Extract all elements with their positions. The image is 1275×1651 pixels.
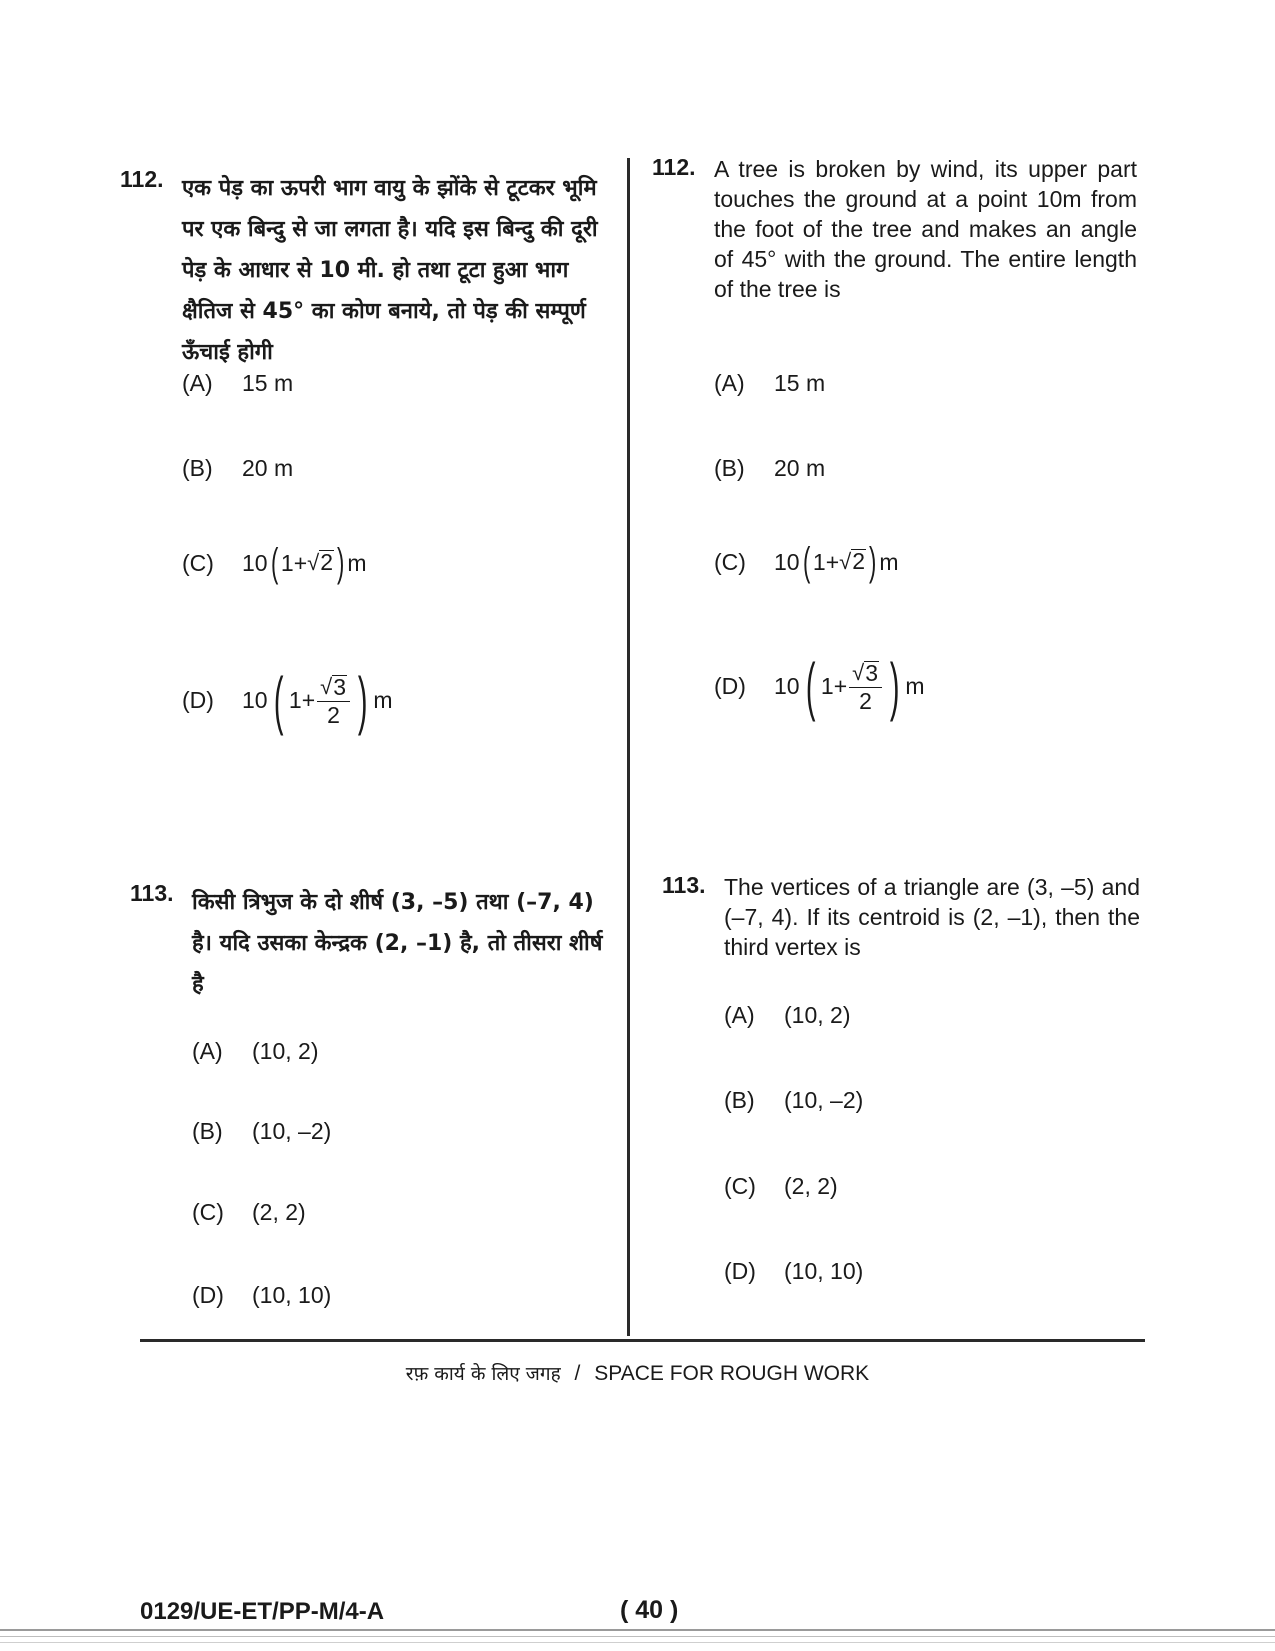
bottom-rule: [0, 1642, 1275, 1643]
option-c: [192, 1199, 306, 1226]
option-label: (D): [182, 686, 214, 713]
coefficient: 10: [774, 548, 800, 575]
inner-term: 1+: [812, 548, 840, 575]
option-label: (B): [724, 1087, 755, 1113]
question-113-english: [662, 872, 1140, 1284]
paren-close: ): [337, 541, 345, 585]
question-text: The vertices of a triangle are (3, –5) and (–7, 4). If its centroid is (2, –1), then the third vertex is: [724, 874, 1140, 960]
math-expression: [242, 543, 367, 583]
unit: m: [347, 549, 367, 576]
option-b: [182, 455, 293, 482]
question-number: 112.: [120, 166, 164, 192]
question-112-hindi: [120, 166, 600, 736]
fraction: [317, 675, 350, 726]
inner-term: 1+: [280, 549, 308, 576]
option-label: (B): [182, 455, 213, 481]
question-113-hindi: [130, 880, 610, 1308]
paper-code: 0129/UE-ET/PP-M/4-A: [140, 1598, 385, 1625]
option-a: [192, 1038, 318, 1065]
unit: m: [373, 686, 393, 713]
option-a: [724, 1002, 850, 1029]
option-label: (C): [182, 549, 214, 576]
radicand: 2: [320, 549, 334, 575]
rough-work-separator: /: [574, 1362, 581, 1385]
option-text: 20 m: [774, 455, 826, 481]
sqrt-symbol: √ 2: [307, 549, 334, 575]
denominator: 2: [859, 687, 872, 714]
paren-close: ): [889, 650, 900, 722]
option-label: (D): [724, 1258, 756, 1284]
paren-open: (: [805, 650, 816, 722]
option-label: (D): [714, 672, 746, 699]
paren-close: ): [357, 664, 368, 736]
option-text: (10, –2): [784, 1087, 864, 1113]
numerator: √ 3: [849, 661, 882, 688]
option-b: [714, 455, 825, 482]
option-text: 15 m: [774, 370, 826, 396]
bottom-rule: [0, 1636, 1275, 1637]
unit: m: [905, 672, 925, 699]
option-d: [182, 664, 393, 736]
rough-work-english: SPACE FOR ROUGH WORK: [594, 1362, 870, 1385]
option-label: (A): [724, 1002, 755, 1028]
radicand: 3: [333, 673, 347, 700]
option-b: [724, 1087, 863, 1114]
option-label: (A): [182, 370, 213, 396]
coefficient: 10: [774, 672, 800, 699]
option-text: 15 m: [242, 370, 294, 396]
rough-work-hindi: रफ़ कार्य के लिए जगह: [405, 1363, 561, 1385]
option-text: (10, –2): [252, 1118, 332, 1144]
rough-work-caption: [0, 1360, 1275, 1386]
paren-close: ): [869, 540, 877, 584]
option-d: [724, 1258, 863, 1285]
option-a: [182, 370, 293, 397]
question-text: किसी त्रिभुज के दो शीर्ष (3, –5) तथा (–7, 4) है। यदि उसका केन्द्रक (2, –1) है, तो तीसरा शीर्ष है: [192, 890, 603, 997]
paren-open: (: [270, 541, 278, 585]
option-text: (10, 2): [252, 1038, 319, 1064]
option-b: [192, 1118, 331, 1145]
question-number: 113.: [662, 872, 706, 898]
inner-term: 1+: [820, 672, 848, 699]
fraction: [849, 661, 882, 712]
denominator: 2: [327, 701, 340, 728]
option-d: [714, 650, 925, 722]
radicand: 2: [852, 548, 866, 574]
question-112-english: [652, 154, 1137, 722]
page-number: ( 40 ): [620, 1596, 679, 1624]
option-text: (10, 10): [784, 1258, 864, 1284]
option-c: [714, 542, 899, 582]
unit: m: [879, 548, 899, 575]
paren-open: (: [802, 540, 810, 584]
option-text: 20 m: [242, 455, 294, 481]
option-text: (10, 2): [784, 1002, 851, 1028]
math-expression: [774, 542, 899, 582]
radicand: 3: [865, 659, 879, 686]
option-label: (C): [714, 548, 746, 575]
math-expression: [242, 664, 393, 736]
paren-open: (: [273, 664, 284, 736]
question-text: A tree is broken by wind, its upper part touches the ground at a point 10m from the foot of the tree and makes an angle of 45° with the ground. The entire length of the tree is: [714, 156, 1137, 302]
option-text: (10, 10): [252, 1282, 332, 1308]
option-label: (B): [714, 455, 745, 481]
option-label: (A): [192, 1038, 223, 1064]
coefficient: 10: [242, 686, 268, 713]
numerator: √ 3: [317, 675, 350, 702]
option-d: [192, 1282, 331, 1309]
option-text: (2, 2): [784, 1173, 838, 1199]
option-label: (A): [714, 370, 745, 396]
inner-term: 1+: [288, 686, 316, 713]
option-c: [724, 1173, 838, 1200]
column-divider: [627, 158, 630, 1336]
question-number: 113.: [130, 880, 174, 906]
rough-work-divider: [140, 1339, 1145, 1342]
coefficient: 10: [242, 549, 268, 576]
question-text: एक पेड़ का ऊपरी भाग वायु के झोंके से टूटकर भूमि पर एक बिन्दु से जा लगता है। यदि इस बिन्दु की दूरी पेड़ के आधार से 10 मी. हो तथा टूटा हुआ भाग क्षैतिज से 45° का कोण बनाये, तो पेड़ की सम्पूर्ण ऊँचाई होगी: [182, 176, 598, 365]
option-label: (D): [192, 1282, 224, 1308]
sqrt-symbol: √ 2: [839, 548, 866, 574]
bottom-rule: [0, 1629, 1275, 1631]
question-number: 112.: [652, 154, 696, 180]
option-label: (C): [192, 1199, 224, 1225]
option-c: [182, 543, 367, 583]
option-label: (B): [192, 1118, 223, 1144]
option-label: (C): [724, 1173, 756, 1199]
option-a: [714, 370, 825, 397]
math-expression: [774, 650, 925, 722]
option-text: (2, 2): [252, 1199, 306, 1225]
